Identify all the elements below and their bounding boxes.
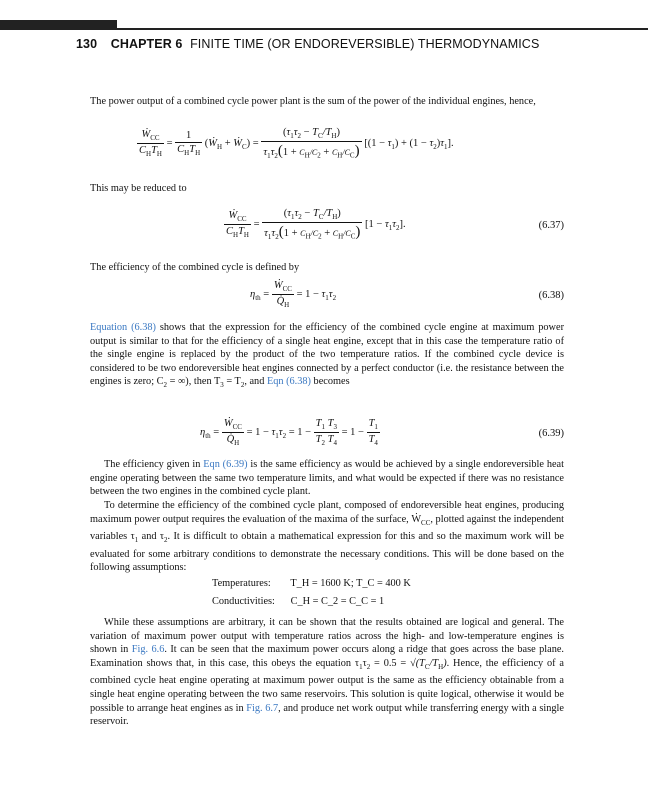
temperatures-label: Temperatures: [212,578,271,589]
paragraph-equation-discussion: Equation (6.38) shows that the expression for the efficiency of the combined cycle engine at maximum power output is similar to that for the efficiency of a single heat engine, except that in this case the temperature ratio of the single engine is replaced by the product of the two temperature ratios. If the combined cycle device is considered to be two endoreversible heat engines connected by a perfect conductor (i.e. the resistance between the engines is zero; $C_2$ = ∞), then $T_3 = T_2$, and Eqn (6.38) becomes [90,322,564,390]
link-fig-6-6[interactable]: Fig. 6.6 [131,644,165,656]
paragraph-efficiency-def: The efficiency of the combined cycle is defined by [90,262,300,273]
paragraph-reduced: This may be reduced to [90,183,187,194]
assumption-conductivities [212,596,384,607]
paragraph-intro: The power output of a combined cycle power plant is the sum of the power of the individual engines, hence, [90,96,536,107]
paragraph-determine-efficiency: To determine the efficiency of the combined cycle plant, composed of endoreversible heat engines, producing maximum power output requires the evaluation of the maxima of the surface, Ẇ$_{CC}$, plotted against the independent variables $\tau_1$ and $\tau_2$. It is difficult to obtain a mathematical expression for this and so the maximum work will be evaluated for some arbitrary conditions to demonstrate the necessary conditions. This will be done based on the following assumptions: [90,500,565,574]
assumption-temperatures [212,578,411,589]
conductivities-value: C_H = C_2 = C_C = 1 [290,596,385,607]
equation-number-6-39: (6.39) [538,428,564,439]
page-number: 130 [76,37,98,51]
chapter-label: CHAPTER 6 [110,37,183,51]
equation-number-6-38: (6.38) [538,290,564,301]
link-eqn-6-39[interactable]: Eqn (6.39) [203,459,248,470]
conductivities-label: Conductivities: [212,596,275,607]
header-rule [117,28,648,30]
paragraph-results: While these assumptions are arbitrary, it can be shown that the results obtained are logical and general. The variation of maximum power output with temperature ratios across the high- and low-temperature engines is shown in Fig. 6.6. It can be seen that the maximum power occurs along a ridge that goes across the base plane. Examination shows that, in this case, this obeys the equation $\tau_1\tau_2 = 0.5 = √(T_C/T_H)$. Hence, the efficiency of a combined cycle heat engine operating at maximum power output is the same as the efficiency obtainable from a single heat engine operating between the two same reservoirs. This solution is quite logical, otherwise it would be possible to arrange heat engines as in Fig. 6.7, and produce net work output while transferring energy with a single reservoir. [90,617,564,728]
link-eqn-6-38[interactable]: Eqn (6.38) [266,376,311,388]
temperatures-value: T_H = 1600 K; T_C = 400 K [290,578,411,589]
chapter-title: FINITE TIME (OR ENDOREVERSIBLE) THERMODYNAMICS [190,37,540,51]
paragraph-same-efficiency: The efficiency given in Eqn (6.39) is the same efficiency as would be achieved by a single endoreversible heat engine operating between the same two temperature limits, and what would be expected if there was no resistance between the two engines in the combined cycle plant. [90,459,564,498]
header-bar [0,20,117,30]
running-header [76,37,539,51]
equation-power-sum: $\frac{Ẇ_{CC}}{C_HT_H}$ = $\frac{1}{C_HT_H}$ (Ẇ$_H$ + Ẇ$_C$) = $\frac{(\tau_1\tau_2 - T_C/T_H)}{\tau_1\tau_2(1 + C_H/C_2 + C_H/C_C)}$ $[(1 - \tau_1) + (1 - \tau_2)\tau_1]$. [139,127,454,161]
link-equation-6-38[interactable]: Equation (6.38) [90,322,156,333]
equation-number-6-37: (6.37) [538,220,564,231]
link-fig-6-7[interactable]: Fig. 6.7 [246,702,279,714]
